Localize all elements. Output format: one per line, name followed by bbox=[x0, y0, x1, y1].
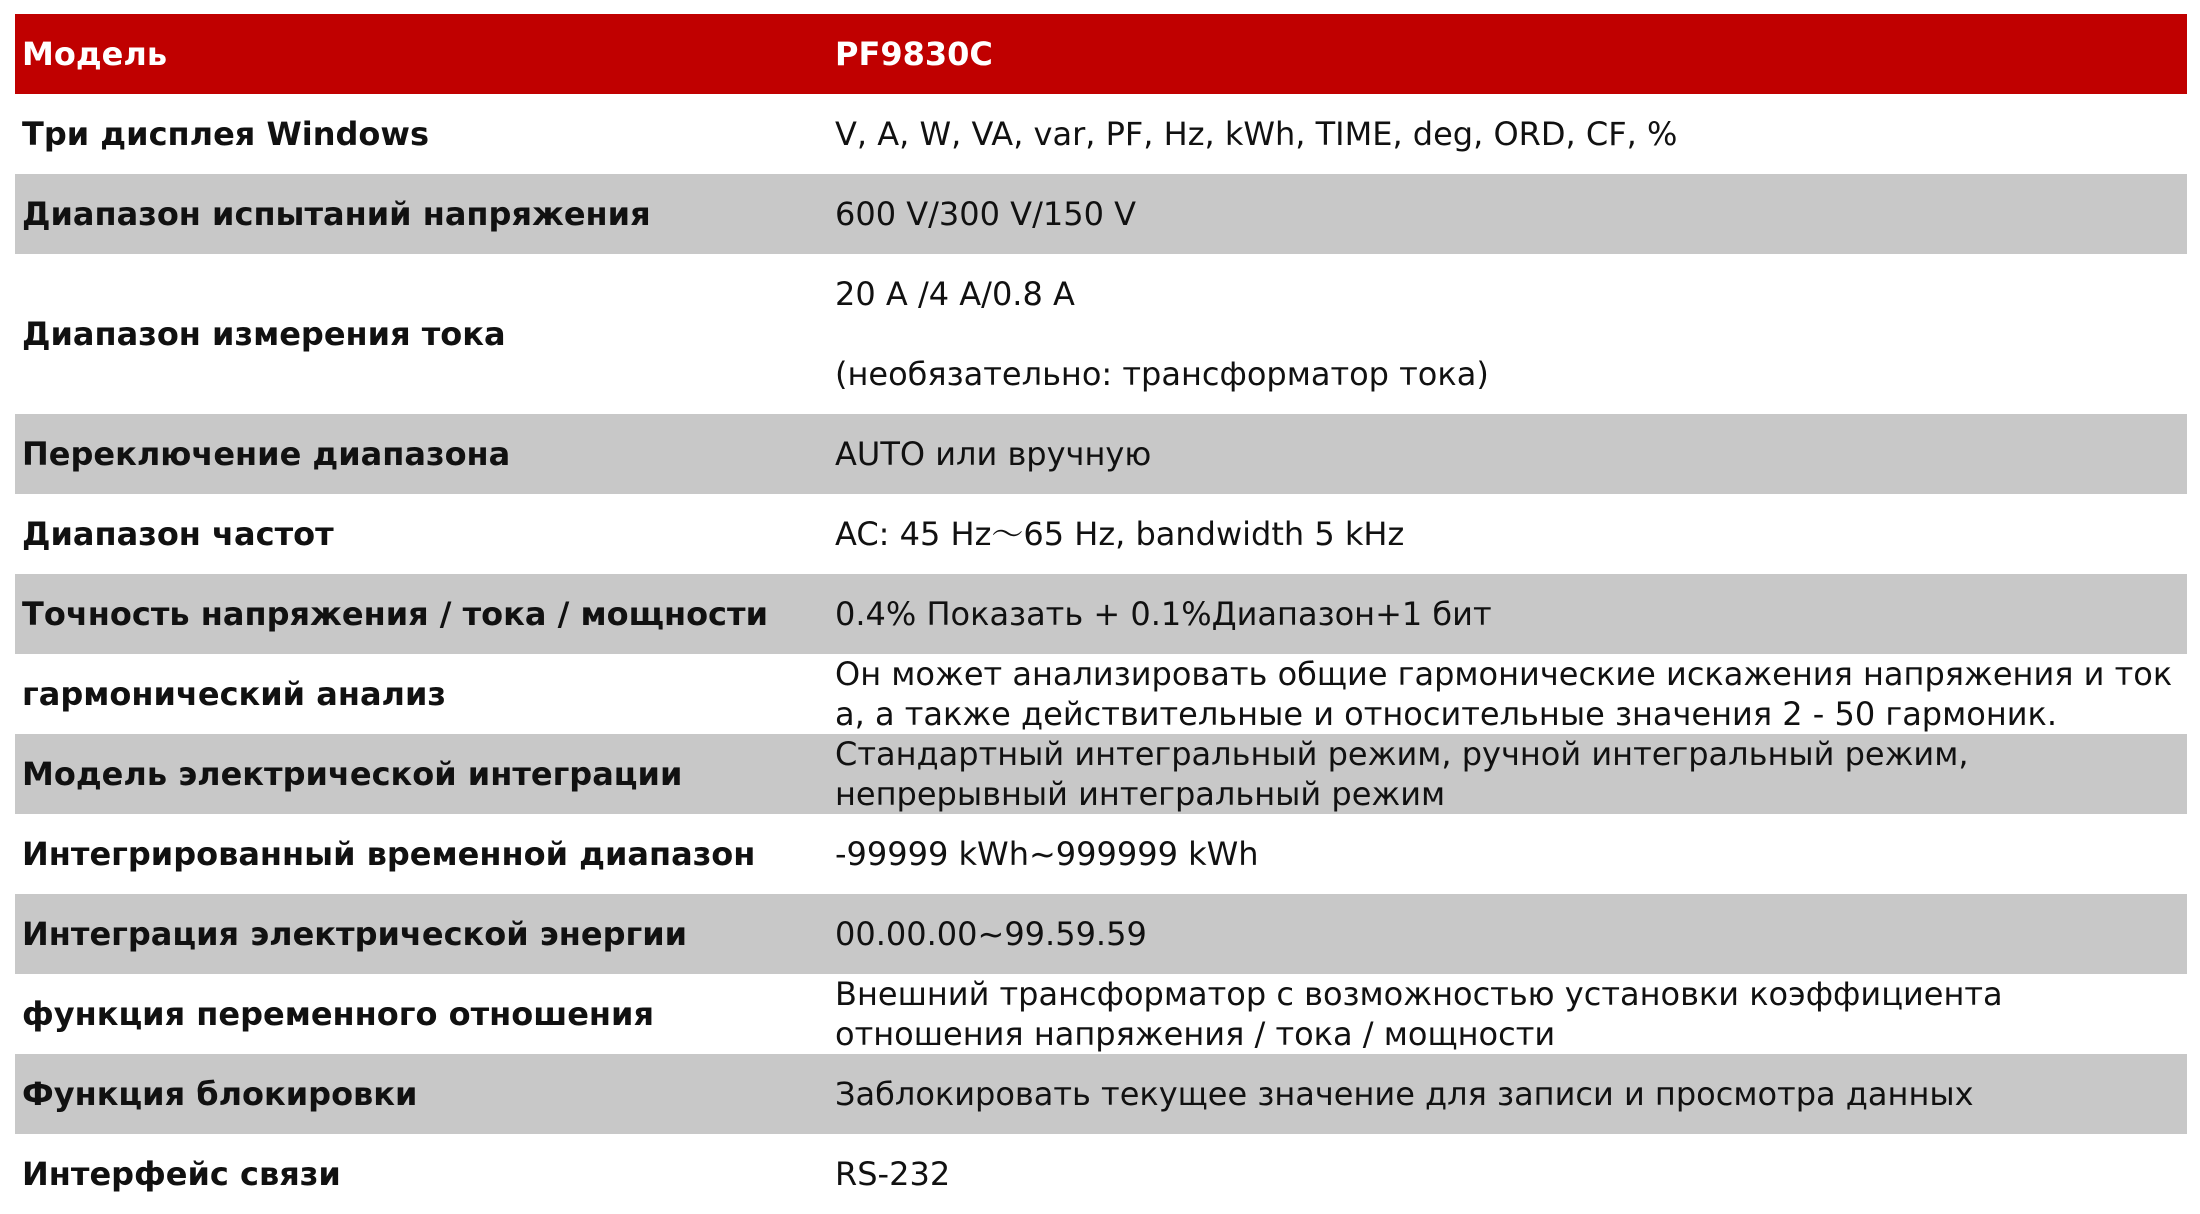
row-value: Заблокировать текущее значение для записи и просмотра данных bbox=[826, 1054, 2187, 1134]
table-header-row bbox=[15, 14, 2187, 94]
header-label: Модель bbox=[15, 14, 826, 94]
row-value bbox=[826, 254, 2187, 414]
row-label: Диапазон частот bbox=[15, 494, 826, 574]
row-label: Точность напряжения / тока / мощности bbox=[15, 574, 826, 654]
table-row bbox=[15, 574, 2187, 654]
table-row bbox=[15, 894, 2187, 974]
spec-table bbox=[15, 14, 2187, 1214]
row-label: Диапазон измерения тока bbox=[15, 254, 826, 414]
row-value: Внешний трансформатор с возможностью установки коэффициента отношения напряжения / тока / мощности bbox=[826, 974, 2187, 1054]
row-value: Он может анализировать общие гармонические искажения напряжения и ток а, а также действительные и относительные значения 2 - 50 гармоник. bbox=[826, 654, 2187, 734]
table-row bbox=[15, 494, 2187, 574]
row-value: 600 V/300 V/150 V bbox=[826, 174, 2187, 254]
header-value: PF9830C bbox=[826, 14, 2187, 94]
row-value: 0.4% Показать + 0.1%Диапазон+1 бит bbox=[826, 574, 2187, 654]
table-row bbox=[15, 814, 2187, 894]
row-label: гармонический анализ bbox=[15, 654, 826, 734]
row-value: AUTO или вручную bbox=[826, 414, 2187, 494]
row-label: Интегрированный временной диапазон bbox=[15, 814, 826, 894]
table-row bbox=[15, 414, 2187, 494]
row-value: AC: 45 Hz～65 Hz, bandwidth 5 kHz bbox=[826, 494, 2187, 574]
row-label: Интеграция электрической энергии bbox=[15, 894, 826, 974]
row-value: RS-232 bbox=[826, 1134, 2187, 1214]
row-label: Переключение диапазона bbox=[15, 414, 826, 494]
table-row bbox=[15, 1134, 2187, 1214]
table-row bbox=[15, 1054, 2187, 1134]
row-label: Диапазон испытаний напряжения bbox=[15, 174, 826, 254]
row-label: функция переменного отношения bbox=[15, 974, 826, 1054]
table-row bbox=[15, 174, 2187, 254]
table-row bbox=[15, 94, 2187, 174]
table-row bbox=[15, 254, 2187, 414]
row-label: Три дисплея Windows bbox=[15, 94, 826, 174]
row-label: Модель электрической интеграции bbox=[15, 734, 826, 814]
table-row bbox=[15, 734, 2187, 814]
row-value: Стандартный интегральный режим, ручной интегральный режим, непрерывный интегральный режим bbox=[826, 734, 2187, 814]
table-row bbox=[15, 654, 2187, 734]
row-value-line: (необязательно: трансформатор тока) bbox=[835, 355, 1489, 393]
row-value: V, A, W, VA, var, PF, Hz, kWh, TIME, deg, ORD, CF, % bbox=[826, 94, 2187, 174]
row-label: Интерфейс связи bbox=[15, 1134, 826, 1214]
table-row bbox=[15, 974, 2187, 1054]
row-value: 00.00.00~99.59.59 bbox=[826, 894, 2187, 974]
row-value-line: 20 A /4 A/0.8 A bbox=[835, 275, 1075, 313]
row-value: -99999 kWh~999999 kWh bbox=[826, 814, 2187, 894]
row-label: Функция блокировки bbox=[15, 1054, 826, 1134]
